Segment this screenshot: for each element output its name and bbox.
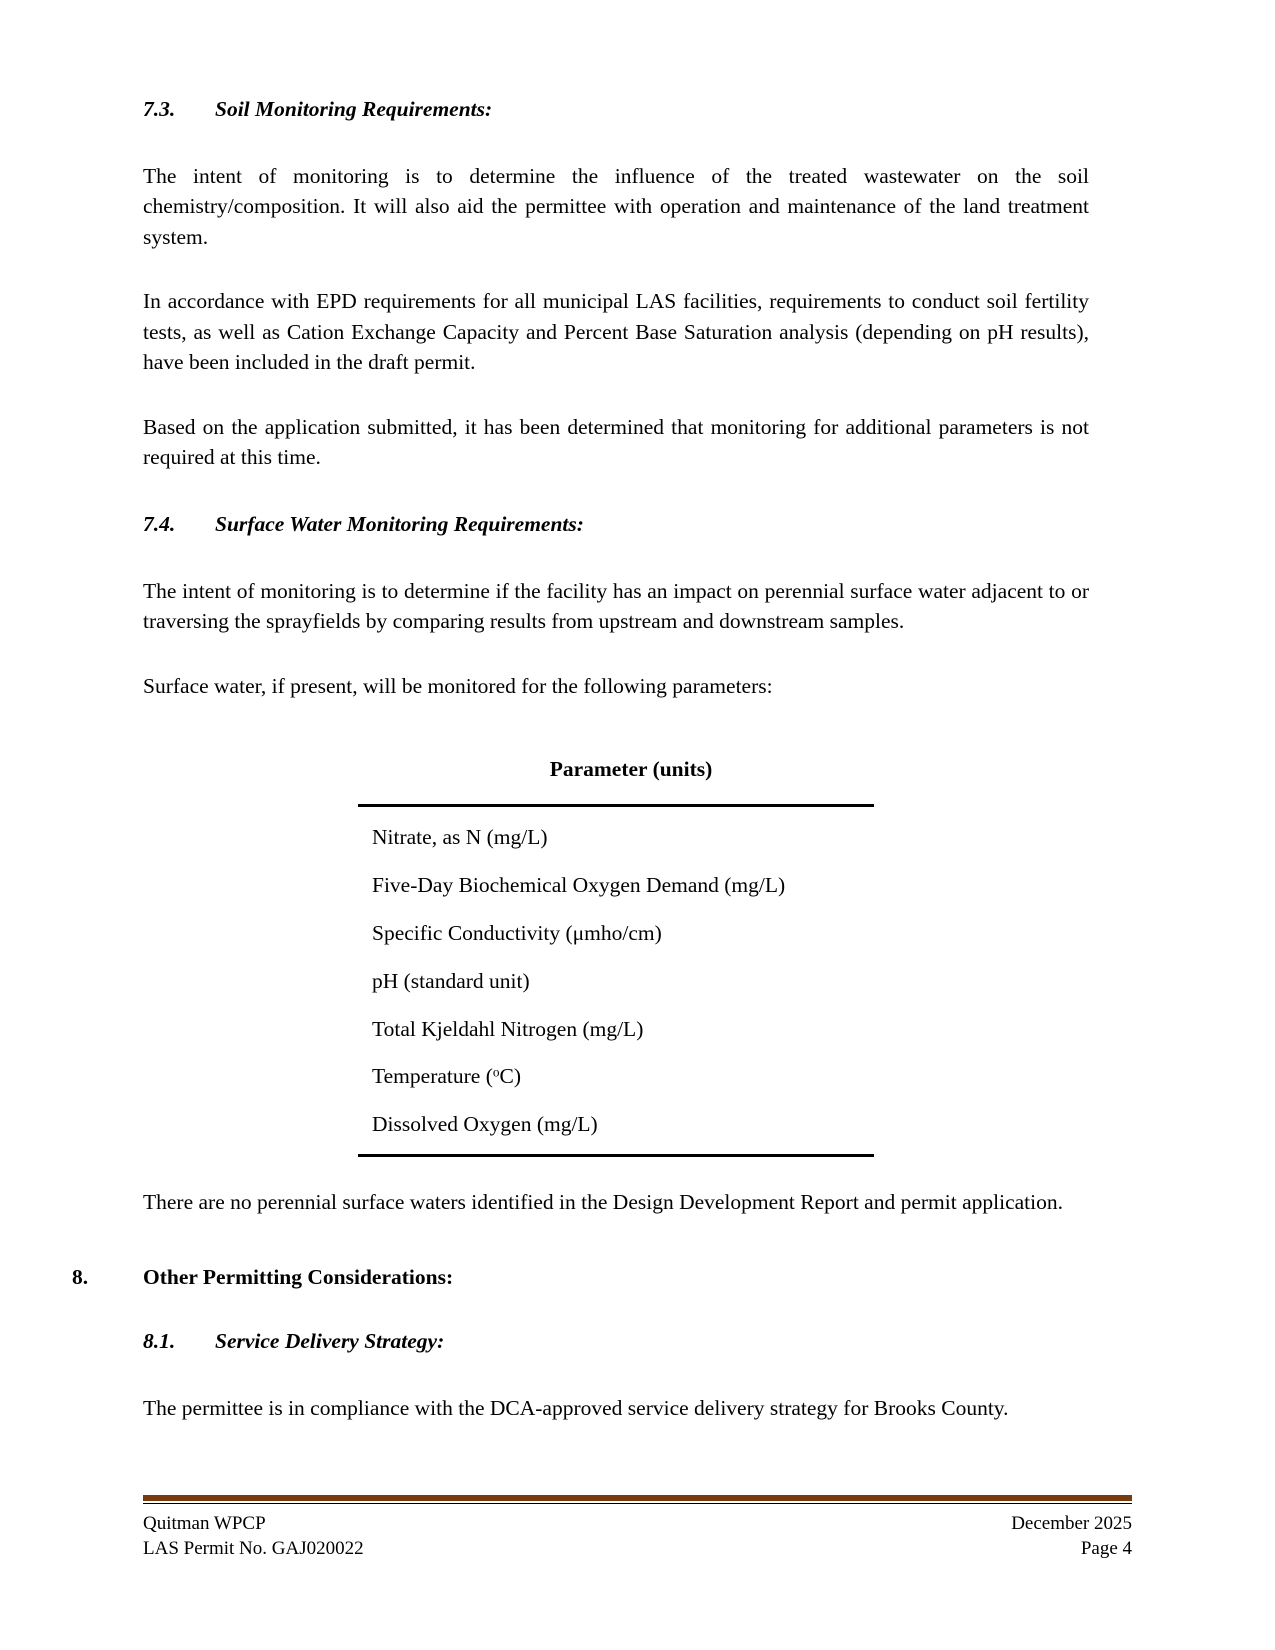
footer-permit-number: LAS Permit No. GAJ020022 <box>143 1538 364 1560</box>
paragraph-8-1-1: The permittee is in compliance with the DCA-approved service delivery strategy for Brooks County. <box>143 1396 1009 1421</box>
parameter-specific-conductivity: Specific Conductivity (μmho/cm) <box>372 921 662 946</box>
paragraph-7-3-3: Based on the application submitted, it has been determined that monitoring for additional parameters is not required at this time. <box>143 414 1089 470</box>
footer-columns <box>143 1511 1132 1562</box>
heading-8-1-title: Service Delivery Strategy: <box>215 1329 445 1354</box>
spacer <box>143 701 1089 757</box>
page-footer <box>143 1495 1132 1562</box>
parameter-bod: Five-Day Biochemical Oxygen Demand (mg/L) <box>372 873 786 898</box>
parameter-tkn: Total Kjeldahl Nitrogen (mg/L) <box>372 1016 644 1041</box>
parameter-table-header: Parameter (units) <box>549 757 713 782</box>
table-row <box>358 958 874 1006</box>
parameter-temperature-prefix: Temperature ( <box>372 1064 493 1089</box>
spacer <box>143 1157 1089 1187</box>
table-row <box>358 1053 874 1101</box>
footer-page-number: Page 4 <box>1080 1538 1132 1560</box>
table-row <box>358 1101 874 1155</box>
page-content <box>72 96 1089 1424</box>
footer-facility: Quitman WPCP <box>143 1512 266 1534</box>
table-row <box>358 862 874 910</box>
spacer <box>143 378 1089 412</box>
heading-7-4-title: Surface Water Monitoring Requirements: <box>215 512 584 536</box>
spacer <box>143 1290 1089 1328</box>
footer-left <box>143 1511 364 1562</box>
heading-7-4-number: 7.4. <box>143 512 176 536</box>
parameter-nitrate: Nitrate, as N (mg/L) <box>372 825 548 850</box>
table-row <box>358 910 874 958</box>
spacer <box>143 637 1089 671</box>
parameter-table <box>358 804 874 1157</box>
heading-7-3-number: 7.3. <box>143 97 176 121</box>
heading-8-1-number: 8.1. <box>143 1329 176 1354</box>
heading-8-title: Other Permitting Considerations: <box>143 1264 454 1289</box>
parameter-ph: pH (standard unit) <box>372 968 530 993</box>
spacer <box>143 252 1089 286</box>
paragraph-7-3-1: The intent of monitoring is to determine the influence of the treated wastewater on the soil chemistry/composition. It will also aid the permittee with operation and maintenance of the land treatment system. <box>143 163 1089 249</box>
spacer <box>143 538 1089 576</box>
spacer <box>143 123 1089 161</box>
table-row <box>358 807 874 862</box>
footer-date: December 2025 <box>1011 1512 1132 1534</box>
table-row <box>358 1006 874 1054</box>
spacer <box>143 473 1089 511</box>
paragraph-7-4-2: Surface water, if present, will be monitored for the following parameters: <box>143 673 773 698</box>
paragraph-7-4-closing: There are no perennial surface waters identified in the Design Development Report and permit application. <box>143 1190 1063 1214</box>
spacer <box>143 1355 1089 1393</box>
footer-rule-brown <box>143 1495 1132 1501</box>
heading-7-4 <box>143 511 1089 538</box>
parameter-temperature-suffix: C) <box>499 1064 522 1089</box>
heading-8-number: 8. <box>72 1264 89 1289</box>
heading-7-3 <box>143 96 1089 123</box>
parameter-dissolved-oxygen: Dissolved Oxygen (mg/L) <box>372 1112 598 1137</box>
heading-8 <box>72 1264 1089 1291</box>
parameter-temperature <box>358 1053 874 1101</box>
heading-7-3-title: Soil Monitoring Requirements: <box>215 97 493 121</box>
heading-8-1 <box>143 1328 1089 1355</box>
parameter-table-block <box>143 757 1089 1157</box>
footer-right <box>1011 1511 1132 1562</box>
degree-superscript-icon: o <box>492 1064 500 1080</box>
paragraph-7-4-1: The intent of monitoring is to determine if the facility has an impact on perennial surface water adjacent to or traversing the sprayfields by comparing results from upstream and downstream samples. <box>143 578 1089 634</box>
spacer <box>143 782 1089 804</box>
footer-rule-thin <box>143 1503 1132 1504</box>
paragraph-7-3-2: In accordance with EPD requirements for all municipal LAS facilities, requirements to conduct soil fertility tests, as well as Cation Exchange Capacity and Percent Base Saturation analysis (depending on pH results), have been included in the draft permit. <box>143 289 1089 375</box>
spacer <box>143 1218 1089 1264</box>
